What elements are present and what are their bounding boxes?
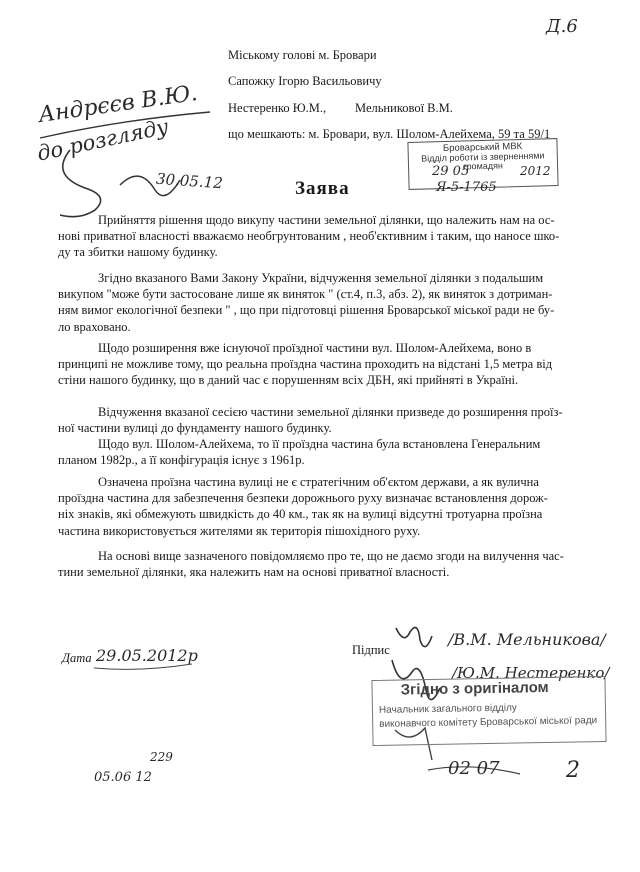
copy-stamp-line-1: Згідно з оригіналом [400, 678, 549, 699]
paragraph-line: принципі не можливе тому, що реальна проїздна частина проходить на відстані 1,5 метра від [58, 357, 553, 372]
copy-certification-stamp [371, 676, 606, 746]
signer-2: /Ю.М. Нестеренко/ [452, 664, 610, 682]
addressee-line-3a: Нестеренко Ю.М., [228, 101, 327, 115]
addressee-line-1: Міському голові м. Бровари [228, 48, 377, 62]
addressee-line-2: Сапожку Ігорю Васильовичу [228, 74, 382, 88]
paragraph-line: тини земельної ділянки, яка належить нам на основі приватної власності. [58, 565, 450, 580]
paragraph-line: планом 1982р., а її конфігурація існує з 1961р. [58, 453, 305, 468]
paragraph-2 [58, 270, 598, 335]
registration-date: 29 05 [432, 164, 470, 179]
paragraph-line: ніх знаків, які обмежують швидкість до 40 км., так як на вулиці відсутні тротуарна проїзна [58, 507, 543, 522]
signature-mark-1 [396, 628, 432, 647]
registration-year: 2012 [520, 164, 551, 178]
document-title: Заява [295, 178, 350, 199]
paragraph-line: викупом "може бути застосоване лише як виняток " (ст.4, п.3, абз. 2), як виняток з дотриман- [58, 287, 553, 302]
paragraph-4 [58, 404, 598, 436]
paragraph-6 [58, 474, 598, 539]
paragraph-line: Означена проїзна частина вулиці не є стратегічним об'єктом держави, а як вулична [98, 475, 539, 489]
paragraph-line: Прийняття рішення щодо викупу частини земельної ділянки, що належить нам на ос- [98, 213, 555, 227]
paragraph-5 [58, 436, 598, 468]
signer-1: /В.М. Мельникова/ [448, 630, 606, 649]
paragraph-line: частина використовується жителями як територія пішохідного руху. [58, 523, 421, 538]
bottom-note-number: 229 [150, 750, 173, 764]
bottom-note-date: 05.06 12 [94, 770, 152, 785]
paragraph-line: ду та збитки нашому будинку. [58, 245, 218, 260]
paragraph-1 [58, 212, 598, 261]
paragraph-line: стіни нашого будинку, що в даний час є порушенням всіх ДБН, які прийняті в Україні. [58, 373, 519, 388]
paragraph-line: Відчуження вказаної сесією частини земельної ділянки призведе до розширення проїз- [98, 405, 563, 419]
page-number: Д.6 [546, 16, 578, 37]
registration-stamp-line-2: Відділ роботи із зверненнями [421, 150, 545, 164]
signature-label: Підпис [352, 643, 390, 657]
resolution-date: 30.05.12 [155, 169, 224, 193]
paragraph-7 [58, 548, 598, 580]
resolution-instruction: до розгляду [34, 114, 171, 166]
paragraph-line: ної частини вулиці до фундаменту нашого будинку. [58, 421, 332, 436]
paragraph-3 [58, 340, 598, 389]
registration-number: Я-5-1765 [436, 180, 497, 195]
registration-stamp-line-1: Броварський МВК [442, 140, 523, 155]
addressee-line-3b: Мельникової В.М. [355, 101, 453, 115]
paragraph-line: Згідно вказаного Вами Закону України, відчуження земельної ділянки з подальшим [98, 271, 544, 285]
copy-stamp-line-3: виконавчого комітету Броварської міської ради [379, 715, 598, 730]
copy-stamp-line-2: Начальник загального відділу [378, 702, 517, 716]
paragraph-line: ло враховано. [58, 319, 131, 334]
date-value: 29.05.2012р [96, 646, 198, 665]
paragraph-line: На основі вище зазначеного повідомляємо про те, що не даємо згоди на вилучення час- [98, 549, 564, 563]
addressee-line-4: що мешкають: м. Бровари, вул. Шолом-Алейхема, 59 та 59/1 [228, 127, 551, 141]
resolution-name: Андрєєв В.Ю. [37, 80, 199, 129]
paragraph-line: нові приватної власності вважаємо необгрунтованим , необ'єктивним і таким, що наносе шко- [58, 229, 560, 244]
paragraph-line: Щодо розширення вже існуючої проїздної частини вул. Шолом-Алейхема, воно в [98, 341, 532, 355]
copy-stamp-pages: 2 [566, 758, 580, 783]
paragraph-line: Щодо вул. Шолом-Алейхема, то її проїздна частина була встановлена Генеральним [98, 437, 541, 451]
date-label: Дата [62, 651, 92, 665]
paragraph-line: ням вимог екологічної безпеки " , що при підготовці рішення Броварської міської ради не бу- [58, 303, 555, 318]
paragraph-line: проїздна частина для забезпечення безпеки дорожнього руху визначає встановлення дорож- [58, 491, 548, 506]
copy-stamp-date: 02 07 [448, 758, 500, 779]
registration-stamp-line-3: громадян [463, 160, 503, 172]
